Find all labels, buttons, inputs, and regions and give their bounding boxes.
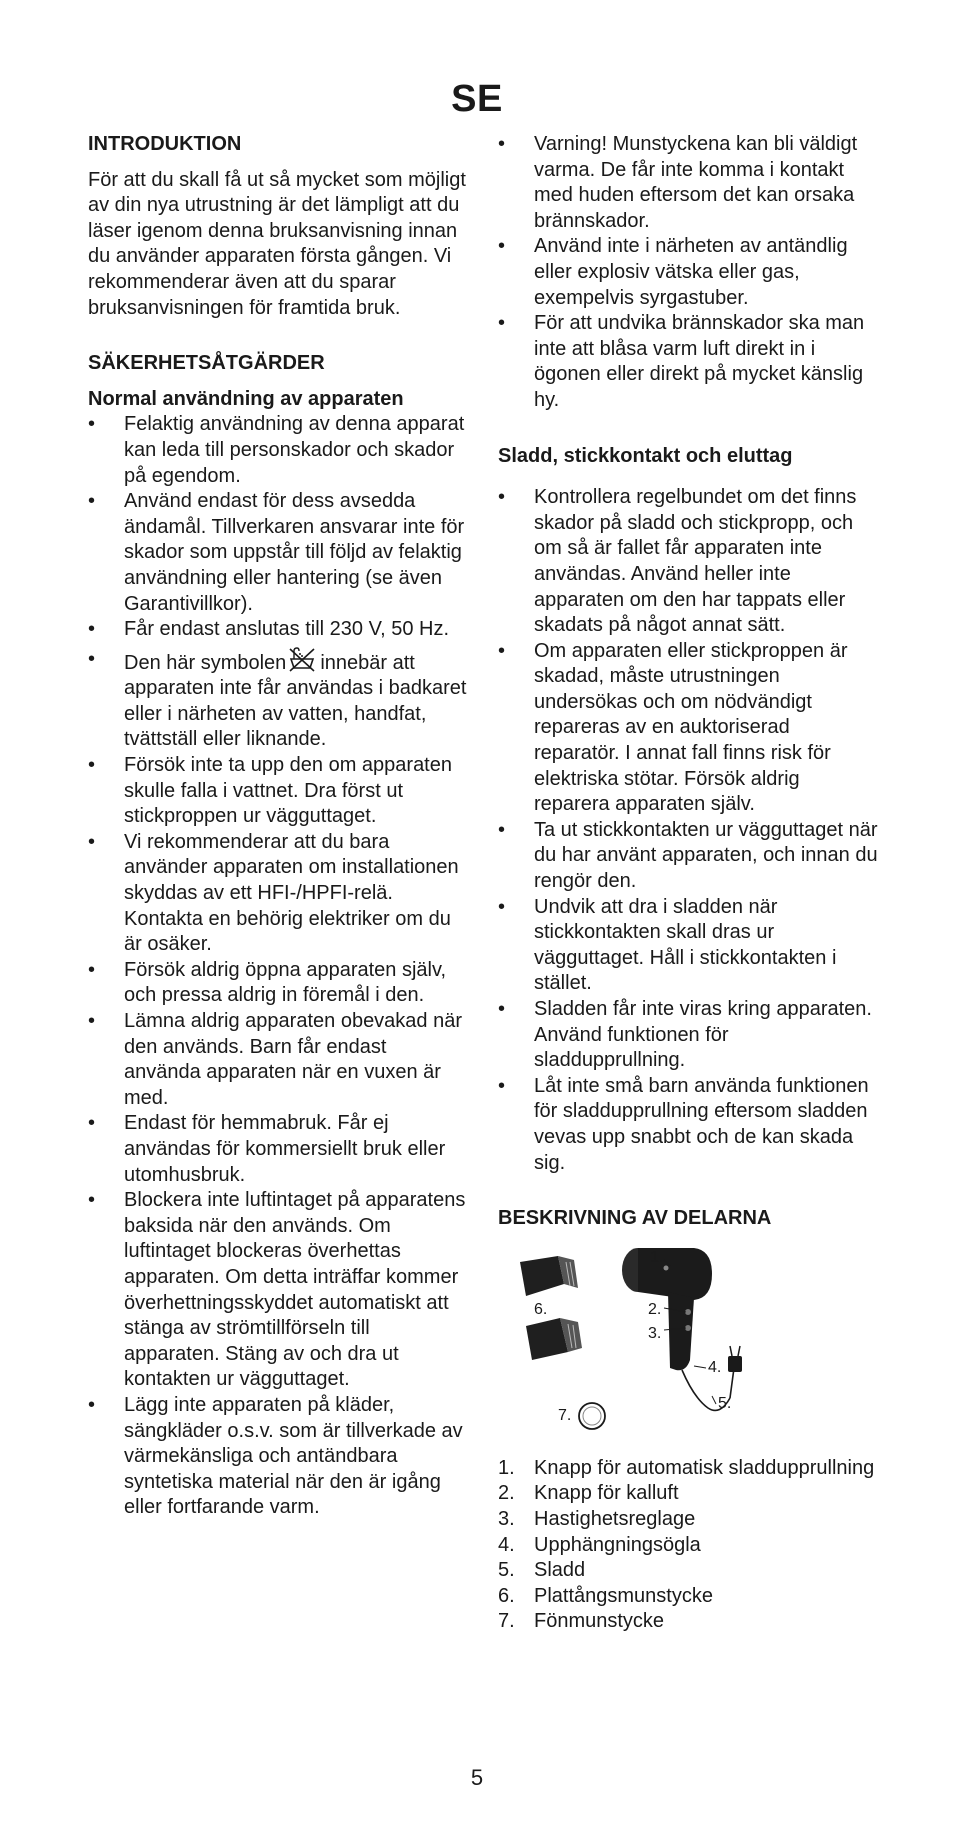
intro-text: För att du skall få ut så mycket som möjligt av din nya utrustning är det lämpligt att du läser igenom denna bruksanvisning innan du använder apparaten första gången. Vi rekommenderar även att du sparar bruksanvisningen för framtida bruk.: [88, 168, 466, 319]
list-item: • Endast för hemmabruk. Får ej användas för kommersiellt bruk eller utomhusbruk.: [88, 1112, 446, 1186]
parts-list: [498, 1456, 878, 1635]
list-item: • Kontrollera regelbundet om det finns skador på sladd och stickpropp, och om så är fallet får apparaten inte användas. Använd heller inte apparaten om den har tappats eller skadats på något annat sätt.: [498, 486, 857, 637]
diagram-label-4: 4.: [708, 1358, 722, 1376]
safety-subheading: Normal användning av apparaten: [88, 387, 404, 410]
list-item: • Försök aldrig öppna apparaten själv, och pressa aldrig in föremål i den.: [88, 958, 447, 1007]
hair-dryer-icon: [622, 1248, 712, 1370]
list-item: • Får endast anslutas till 230 V, 50 Hz.: [88, 618, 449, 641]
list-item: • Undvik att dra i sladden när stickkontakten skall dras ur vägguttaget. Håll i stickkontakten i stället.: [498, 895, 837, 995]
cord-heading: Sladd, stickkontakt och eluttag: [498, 444, 793, 467]
list-item: 2. Knapp för kalluft: [498, 1482, 679, 1505]
list-item: • Låt inte små barn använda funktionen för sladdupprullning eftersom sladden vevas upp snabbt och de kan skada sig.: [498, 1074, 869, 1174]
left-column: [88, 132, 468, 1521]
list-item: • För att undvika brännskador ska man inte att blåsa varm luft direkt in i ögonen eller direkt på mycket känslig hy.: [498, 312, 865, 411]
safety-heading: SÄKERHETSÅTGÄRDER: [88, 352, 325, 375]
safety-list: [88, 412, 468, 1521]
list-item: • Varning! Munstyckena kan bli väldigt varma. De får inte komma i kontakt med huden eftersom det kan orsaka brännskador.: [498, 133, 858, 232]
list-item: • Lämna aldrig apparaten obevakad när den används. Barn får endast använda apparaten när en vuxen är med.: [88, 1010, 463, 1109]
page-title: SE: [451, 78, 503, 120]
page-number: 5: [470, 1765, 484, 1790]
cord-list: [498, 485, 878, 1176]
list-item: • Om apparaten eller stickproppen är skadad, måste utrustningen undersökas och om nödvändigt repareras av en auktoriserad reparatör. I annat fall finns risk för elektriska stötar. Försök aldrig reparera apparaten själv.: [498, 639, 848, 816]
list-item: 7. Fönmunstycke: [498, 1610, 665, 1633]
diagram-label-2: 2.: [648, 1300, 662, 1318]
list-item: • Vi rekommenderar att du bara använder apparaten om installationen skyddas av ett HFI-/HPFI-relä. Kontakta en behörig elektriker om du är osäker.: [88, 830, 459, 956]
hair-dryer-diagram: [498, 1248, 878, 1446]
list-item: • Ta ut stickkontakten ur vägguttaget när du har använt apparaten, och innan du rengör den.: [498, 818, 878, 893]
list-item: 3. Hastighetsreglage: [498, 1507, 696, 1530]
list-item: 1. Knapp för automatisk sladdupprullning: [498, 1456, 875, 1479]
flat-nozzle-icon: [526, 1318, 582, 1360]
intro-heading: INTRODUKTION: [88, 133, 242, 155]
list-item: • Den här symbolen innebär att apparaten inte får användas i badkaret eller i närheten av vatten, handfat, tvättställ eller liknande.: [88, 647, 467, 751]
no-bathtub-icon: [288, 647, 316, 673]
diagram-label-3: 3.: [648, 1324, 662, 1342]
list-item: 4. Upphängningsögla: [498, 1533, 701, 1556]
right-column: [498, 132, 878, 1635]
list-item: • Använd endast för dess avsedda ändamål. Tillverkaren ansvarar inte för skador som uppstår till följd av felaktig användning eller hantering (se även Garantivillkor).: [88, 490, 465, 615]
list-item: • Använd inte i närheten av antändlig eller explosiv vätska eller gas, exempelvis syrgastuber.: [498, 235, 848, 309]
hair-dryer-illustration: [498, 1248, 878, 1446]
list-item: • Sladden får inte viras kring apparaten. Använd funktionen för sladdupprullning.: [498, 998, 872, 1072]
diagram-label-7: 7.: [558, 1406, 572, 1424]
safety-list-continued: [498, 132, 878, 414]
list-item: • Lägg inte apparaten på kläder, sängkläder o.s.v. som är tillverkade av värmekänsliga och antändbara syntetiska material när den är igång eller fortfarande varm.: [88, 1393, 463, 1519]
hanging-loop-icon: [579, 1403, 605, 1429]
power-cord-icon: [682, 1346, 742, 1410]
list-item: • Blockera inte luftintaget på apparatens baksida när den används. Om luftintaget blockeras överhettas apparaten. Om detta inträffar kommer överhettningsskyddet automatiskt att stänga av strömtillförseln till apparaten. Stäng av och dra ut kontakten ur vägguttaget.: [88, 1189, 466, 1391]
parts-heading: BESKRIVNING AV DELARNA: [498, 1207, 772, 1230]
list-item: 6. Plattångsmunstycke: [498, 1584, 713, 1607]
diagram-label-6: 6.: [534, 1300, 548, 1318]
diagram-label-5: 5.: [718, 1394, 732, 1412]
list-item: • Försök inte ta upp den om apparaten skulle falla i vattnet. Dra först ut stickproppen ur vägguttaget.: [88, 754, 452, 828]
list-item: 5. Sladd: [498, 1559, 586, 1582]
concentrator-nozzle-icon: [520, 1256, 578, 1296]
list-item: • Felaktig användning av denna apparat kan leda till personskador och skador på egendom.: [88, 413, 465, 487]
diagram-label-1: 1.: [650, 1248, 664, 1266]
